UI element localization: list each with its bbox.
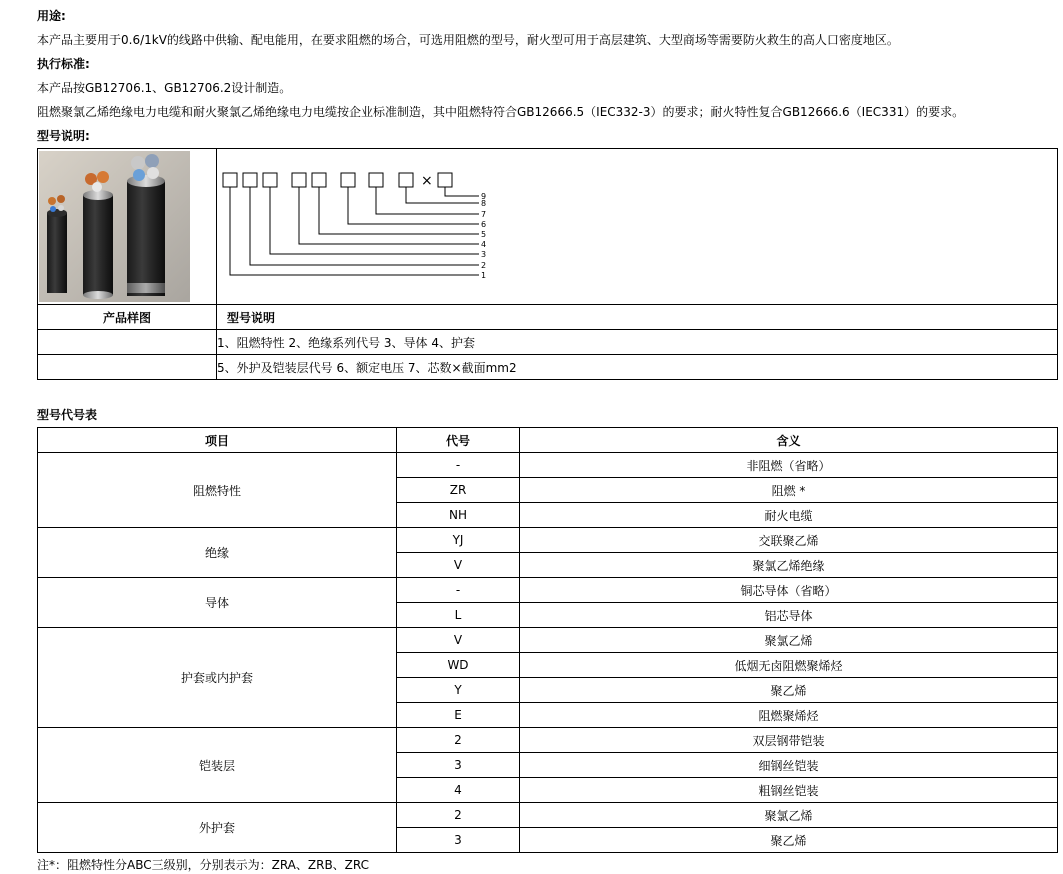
product-photo-cell — [38, 149, 217, 305]
model-table — [37, 148, 1058, 380]
footnote: 注*：阻燃特性分ABC三级别，分别表示为：ZRA、ZRB、ZRC — [37, 858, 370, 872]
code-table — [37, 427, 1058, 853]
usage-heading: 用途: — [37, 9, 66, 23]
code-cell: YJ — [397, 528, 520, 553]
leader-line-8 — [406, 187, 479, 203]
meaning-cell: 双层钢带铠装 — [520, 728, 1058, 753]
code-box-9 — [438, 173, 452, 187]
code-cell: - — [397, 453, 520, 478]
cable-product-image — [39, 151, 190, 302]
model-diagram-cell — [217, 149, 1058, 305]
item-cell: 护套或内护套 — [38, 628, 397, 728]
header-meaning: 含义 — [520, 428, 1058, 453]
meaning-cell: 耐火电缆 — [520, 503, 1058, 528]
code-box-6 — [341, 173, 355, 187]
diagram-label: 7 — [481, 210, 487, 219]
empty-cell — [38, 355, 217, 380]
meaning-cell: 低烟无卤阻燃聚烯烃 — [520, 653, 1058, 678]
meaning-cell: 聚乙烯 — [520, 828, 1058, 853]
code-cell: Y — [397, 678, 520, 703]
model-description-1: 1、阻燃特性 2、绝缘系列代号 3、导体 4、护套 — [217, 330, 1058, 355]
times-sign: × — [421, 173, 433, 189]
meaning-cell: 聚氯乙烯绝缘 — [520, 553, 1058, 578]
code-cell: 4 — [397, 778, 520, 803]
code-cell: - — [397, 578, 520, 603]
leader-line-9 — [445, 187, 479, 196]
code-cell: V — [397, 553, 520, 578]
model-description-2: 5、外护及铠装层代号 6、额定电压 7、芯数×截面mm2 — [217, 355, 1058, 380]
table-row — [38, 803, 1058, 828]
code-table-body — [38, 453, 1058, 853]
code-box-8 — [399, 173, 413, 187]
meaning-cell: 粗钢丝铠装 — [520, 778, 1058, 803]
code-box-3 — [263, 173, 277, 187]
meaning-cell: 聚氯乙烯 — [520, 628, 1058, 653]
diagram-label: 5 — [481, 230, 487, 239]
diagram-caption: 型号说明 — [217, 305, 1058, 330]
diagram-label: 2 — [481, 261, 487, 270]
meaning-cell: 铜芯导体（省略） — [520, 578, 1058, 603]
diagram-label: 6 — [481, 220, 487, 229]
code-cell: ZR — [397, 478, 520, 503]
item-cell: 外护套 — [38, 803, 397, 853]
diagram-label: 1 — [481, 271, 487, 280]
item-cell: 阻燃特性 — [38, 453, 397, 528]
meaning-cell: 聚乙烯 — [520, 678, 1058, 703]
leader-line-1 — [230, 187, 479, 275]
header-item: 项目 — [38, 428, 397, 453]
code-box-7 — [369, 173, 383, 187]
code-box-2 — [243, 173, 257, 187]
table-row — [38, 728, 1058, 753]
table-row — [38, 453, 1058, 478]
standard-line-2: 阻燃聚氯乙烯绝缘电力电缆和耐火聚氯乙烯绝缘电力电缆按企业标准制造，其中阻燃特符合GB12666.5（IEC332-3）的要求；耐火特性复合GB12666.6（IEC331）的要求。 — [37, 105, 965, 119]
code-box-5 — [312, 173, 326, 187]
meaning-cell: 非阻燃（省略） — [520, 453, 1058, 478]
table-row — [38, 578, 1058, 603]
code-table-heading: 型号代号表 — [37, 408, 98, 422]
code-cell: 3 — [397, 753, 520, 778]
usage-text: 本产品主要用于0.6/1kV的线路中供输、配电能用，在要求阻燃的场合，可选用阻燃的型号，耐火型可用于高层建筑、大型商场等需要防火救生的高人口密度地区。 — [37, 33, 899, 47]
code-cell: 2 — [397, 728, 520, 753]
model-code-diagram — [221, 169, 521, 309]
item-cell: 铠装层 — [38, 728, 397, 803]
meaning-cell: 阻燃 * — [520, 478, 1058, 503]
diagram-label: 4 — [481, 240, 487, 249]
code-cell: NH — [397, 503, 520, 528]
meaning-cell: 交联聚乙烯 — [520, 528, 1058, 553]
diagram-label: 9 — [481, 192, 487, 201]
table-row — [38, 528, 1058, 553]
code-cell: WD — [397, 653, 520, 678]
code-box-1 — [223, 173, 237, 187]
code-cell: V — [397, 628, 520, 653]
code-box-4 — [292, 173, 306, 187]
meaning-cell: 聚氯乙烯 — [520, 803, 1058, 828]
header-code: 代号 — [397, 428, 520, 453]
item-cell: 绝缘 — [38, 528, 397, 578]
leader-line-7 — [376, 187, 479, 214]
model-heading: 型号说明: — [37, 129, 90, 143]
leader-line-6 — [348, 187, 479, 224]
meaning-cell: 细钢丝铠装 — [520, 753, 1058, 778]
diagram-label: 3 — [481, 250, 487, 259]
table-row — [38, 628, 1058, 653]
code-cell: E — [397, 703, 520, 728]
code-cell: 3 — [397, 828, 520, 853]
code-cell: L — [397, 603, 520, 628]
meaning-cell: 阻燃聚烯烃 — [520, 703, 1058, 728]
meaning-cell: 铝芯导体 — [520, 603, 1058, 628]
leader-line-2 — [250, 187, 479, 265]
item-cell: 导体 — [38, 578, 397, 628]
code-cell: 2 — [397, 803, 520, 828]
photo-caption: 产品样图 — [38, 305, 217, 330]
standard-line-1: 本产品按GB12706.1、GB12706.2设计制造。 — [37, 81, 292, 95]
diagram-label: 8 — [481, 199, 487, 208]
standard-heading: 执行标准: — [37, 57, 90, 71]
leader-line-5 — [319, 187, 479, 234]
empty-cell — [38, 330, 217, 355]
